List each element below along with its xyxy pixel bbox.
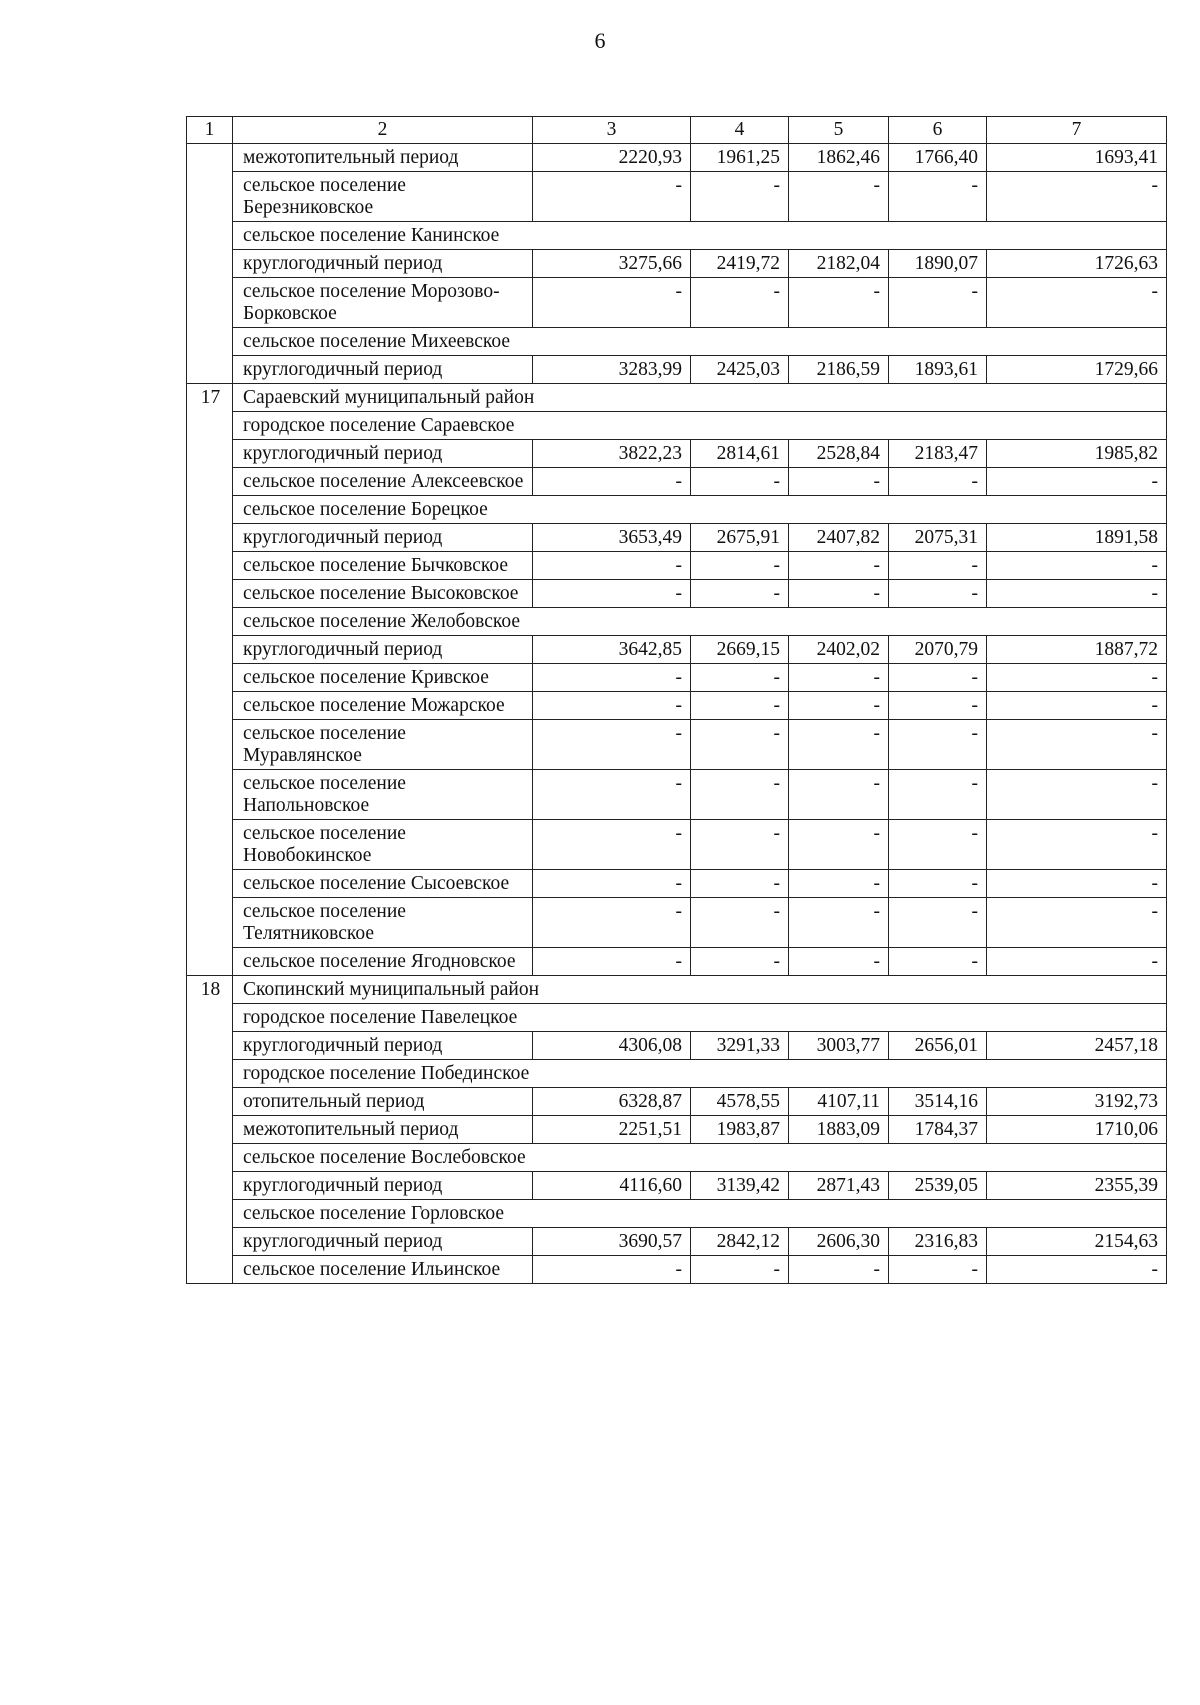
table-row bbox=[187, 948, 1167, 976]
value-cell: - bbox=[691, 770, 789, 820]
value-cell: - bbox=[987, 172, 1167, 222]
tariff-table bbox=[186, 116, 1167, 1284]
table-row bbox=[187, 636, 1167, 664]
row-label-cell: городское поселение Павелецкое bbox=[233, 1004, 1167, 1032]
value-cell: 2419,72 bbox=[691, 250, 789, 278]
value-cell: - bbox=[987, 664, 1167, 692]
value-cell: - bbox=[533, 468, 691, 496]
value-cell: 3003,77 bbox=[789, 1032, 889, 1060]
page-number: 6 bbox=[594, 28, 606, 53]
table-row bbox=[187, 1256, 1167, 1284]
value-cell: - bbox=[789, 552, 889, 580]
row-label-cell: круглогодичный период bbox=[233, 1172, 533, 1200]
value-cell: 2606,30 bbox=[789, 1228, 889, 1256]
column-header: 6 bbox=[889, 117, 987, 144]
value-cell: - bbox=[889, 720, 987, 770]
row-label-cell: межотопительный период bbox=[233, 1116, 533, 1144]
table-row bbox=[187, 144, 1167, 172]
table-row bbox=[187, 1172, 1167, 1200]
value-cell: - bbox=[691, 898, 789, 948]
row-label-cell: сельское поселение Вослебовское bbox=[233, 1144, 1167, 1172]
table-row bbox=[187, 1116, 1167, 1144]
value-cell: - bbox=[987, 278, 1167, 328]
value-cell: 1729,66 bbox=[987, 356, 1167, 384]
row-label-cell: сельское поселение Морозово-Борковское bbox=[233, 278, 533, 328]
value-cell: - bbox=[889, 948, 987, 976]
value-cell: - bbox=[533, 1256, 691, 1284]
row-label-cell: сельское поселение Бычковское bbox=[233, 552, 533, 580]
value-cell: - bbox=[533, 820, 691, 870]
value-cell: - bbox=[789, 948, 889, 976]
table-row bbox=[187, 278, 1167, 328]
value-cell: 2425,03 bbox=[691, 356, 789, 384]
value-cell: 2871,43 bbox=[789, 1172, 889, 1200]
value-cell: 2407,82 bbox=[789, 524, 889, 552]
value-cell: - bbox=[691, 468, 789, 496]
table-row bbox=[187, 250, 1167, 278]
table-row bbox=[187, 1144, 1167, 1172]
value-cell: - bbox=[889, 468, 987, 496]
value-cell: - bbox=[691, 664, 789, 692]
row-label-cell: круглогодичный период bbox=[233, 250, 533, 278]
value-cell: 3514,16 bbox=[889, 1088, 987, 1116]
table-row bbox=[187, 356, 1167, 384]
value-cell: - bbox=[889, 820, 987, 870]
value-cell: - bbox=[987, 580, 1167, 608]
row-label-cell: сельское поселение Сысоевское bbox=[233, 870, 533, 898]
value-cell: - bbox=[889, 870, 987, 898]
value-cell: - bbox=[987, 552, 1167, 580]
table-row bbox=[187, 468, 1167, 496]
row-label-cell: круглогодичный период bbox=[233, 1032, 533, 1060]
value-cell: - bbox=[789, 664, 889, 692]
value-cell: 3192,73 bbox=[987, 1088, 1167, 1116]
row-label-cell: Сараевский муниципальный район bbox=[233, 384, 1167, 412]
value-cell: 2316,83 bbox=[889, 1228, 987, 1256]
value-cell: 1726,63 bbox=[987, 250, 1167, 278]
value-cell: - bbox=[691, 552, 789, 580]
value-cell: 2814,61 bbox=[691, 440, 789, 468]
table-row bbox=[187, 692, 1167, 720]
value-cell: - bbox=[691, 172, 789, 222]
value-cell: 1893,61 bbox=[889, 356, 987, 384]
row-label-cell: сельское поселение Новобокинское bbox=[233, 820, 533, 870]
value-cell: 2070,79 bbox=[889, 636, 987, 664]
value-cell: - bbox=[533, 870, 691, 898]
row-number-cell bbox=[187, 144, 233, 384]
value-cell: 2528,84 bbox=[789, 440, 889, 468]
column-number-row bbox=[187, 117, 1167, 144]
row-label-cell: Скопинский муниципальный район bbox=[233, 976, 1167, 1004]
row-label-cell: сельское поселение Алексеевское bbox=[233, 468, 533, 496]
row-label-cell: круглогодичный период bbox=[233, 636, 533, 664]
row-label-cell: сельское поселение Березниковское bbox=[233, 172, 533, 222]
column-header: 1 bbox=[187, 117, 233, 144]
value-cell: - bbox=[691, 580, 789, 608]
table-row bbox=[187, 580, 1167, 608]
value-cell: - bbox=[691, 948, 789, 976]
value-cell: 2182,04 bbox=[789, 250, 889, 278]
row-label-cell: сельское поселение Телятниковское bbox=[233, 898, 533, 948]
table-row bbox=[187, 608, 1167, 636]
value-cell: - bbox=[533, 552, 691, 580]
row-label-cell: сельское поселение Ильинское bbox=[233, 1256, 533, 1284]
table-row bbox=[187, 496, 1167, 524]
value-cell: - bbox=[987, 692, 1167, 720]
row-label-cell: сельское поселение Канинское bbox=[233, 222, 1167, 250]
value-cell: 3690,57 bbox=[533, 1228, 691, 1256]
value-cell: - bbox=[533, 898, 691, 948]
table-row bbox=[187, 412, 1167, 440]
row-label-cell: сельское поселение Михеевское bbox=[233, 328, 1167, 356]
table-row bbox=[187, 770, 1167, 820]
value-cell: 3275,66 bbox=[533, 250, 691, 278]
row-label-cell: сельское поселение Напольновское bbox=[233, 770, 533, 820]
table-row bbox=[187, 820, 1167, 870]
value-cell: - bbox=[987, 770, 1167, 820]
value-cell: 1784,37 bbox=[889, 1116, 987, 1144]
value-cell: - bbox=[789, 580, 889, 608]
value-cell: 2355,39 bbox=[987, 1172, 1167, 1200]
value-cell: 2154,63 bbox=[987, 1228, 1167, 1256]
table-row bbox=[187, 664, 1167, 692]
value-cell: - bbox=[789, 898, 889, 948]
value-cell: 4107,11 bbox=[789, 1088, 889, 1116]
value-cell: - bbox=[789, 692, 889, 720]
table-row bbox=[187, 1228, 1167, 1256]
table-body bbox=[187, 144, 1167, 1284]
table-row bbox=[187, 328, 1167, 356]
value-cell: - bbox=[987, 898, 1167, 948]
value-cell: 2457,18 bbox=[987, 1032, 1167, 1060]
value-cell: 3283,99 bbox=[533, 356, 691, 384]
value-cell: - bbox=[889, 580, 987, 608]
table-row bbox=[187, 552, 1167, 580]
row-label-cell: сельское поселение Борецкое bbox=[233, 496, 1167, 524]
row-label-cell: сельское поселение Кривское bbox=[233, 664, 533, 692]
column-header: 2 bbox=[233, 117, 533, 144]
column-header: 5 bbox=[789, 117, 889, 144]
row-number-cell: 17 bbox=[187, 384, 233, 976]
value-cell: - bbox=[533, 580, 691, 608]
row-label-cell: круглогодичный период bbox=[233, 524, 533, 552]
value-cell: 2075,31 bbox=[889, 524, 987, 552]
row-label-cell: отопительный период bbox=[233, 1088, 533, 1116]
table-row bbox=[187, 720, 1167, 770]
value-cell: 2675,91 bbox=[691, 524, 789, 552]
row-label-cell: круглогодичный период bbox=[233, 440, 533, 468]
value-cell: 3822,23 bbox=[533, 440, 691, 468]
value-cell: - bbox=[987, 948, 1167, 976]
row-label-cell: межотопительный период bbox=[233, 144, 533, 172]
value-cell: 1983,87 bbox=[691, 1116, 789, 1144]
value-cell: - bbox=[987, 820, 1167, 870]
table-row bbox=[187, 172, 1167, 222]
table-row bbox=[187, 898, 1167, 948]
value-cell: - bbox=[789, 770, 889, 820]
table-row bbox=[187, 222, 1167, 250]
table-row bbox=[187, 976, 1167, 1004]
value-cell: 2251,51 bbox=[533, 1116, 691, 1144]
value-cell: - bbox=[533, 664, 691, 692]
value-cell: - bbox=[789, 468, 889, 496]
value-cell: 3642,85 bbox=[533, 636, 691, 664]
value-cell: - bbox=[691, 1256, 789, 1284]
value-cell: - bbox=[789, 172, 889, 222]
value-cell: - bbox=[691, 720, 789, 770]
table-row bbox=[187, 1032, 1167, 1060]
value-cell: 4116,60 bbox=[533, 1172, 691, 1200]
value-cell: - bbox=[533, 720, 691, 770]
value-cell: - bbox=[889, 664, 987, 692]
value-cell: - bbox=[533, 278, 691, 328]
value-cell: - bbox=[789, 820, 889, 870]
value-cell: - bbox=[533, 948, 691, 976]
value-cell: 2669,15 bbox=[691, 636, 789, 664]
row-label-cell: сельское поселение Муравлянское bbox=[233, 720, 533, 770]
value-cell: 1710,06 bbox=[987, 1116, 1167, 1144]
value-cell: - bbox=[889, 172, 987, 222]
value-cell: 2220,93 bbox=[533, 144, 691, 172]
value-cell: - bbox=[691, 820, 789, 870]
value-cell: - bbox=[789, 870, 889, 898]
value-cell: 1961,25 bbox=[691, 144, 789, 172]
value-cell: - bbox=[889, 1256, 987, 1284]
value-cell: - bbox=[987, 720, 1167, 770]
row-label-cell: сельское поселение Высоковское bbox=[233, 580, 533, 608]
table-row bbox=[187, 524, 1167, 552]
value-cell: - bbox=[533, 770, 691, 820]
value-cell: - bbox=[789, 1256, 889, 1284]
value-cell: - bbox=[691, 278, 789, 328]
value-cell: 2402,02 bbox=[789, 636, 889, 664]
table-row bbox=[187, 870, 1167, 898]
row-label-cell: городское поселение Сараевское bbox=[233, 412, 1167, 440]
value-cell: 1862,46 bbox=[789, 144, 889, 172]
column-header: 7 bbox=[987, 117, 1167, 144]
row-number-cell: 18 bbox=[187, 976, 233, 1284]
value-cell: - bbox=[691, 692, 789, 720]
row-label-cell: сельское поселение Ягодновское bbox=[233, 948, 533, 976]
value-cell: - bbox=[789, 720, 889, 770]
value-cell: 2656,01 bbox=[889, 1032, 987, 1060]
table-row bbox=[187, 1004, 1167, 1032]
table-row bbox=[187, 384, 1167, 412]
value-cell: 2539,05 bbox=[889, 1172, 987, 1200]
value-cell: 4578,55 bbox=[691, 1088, 789, 1116]
table-row bbox=[187, 1088, 1167, 1116]
column-header: 4 bbox=[691, 117, 789, 144]
value-cell: 1693,41 bbox=[987, 144, 1167, 172]
value-cell: 1890,07 bbox=[889, 250, 987, 278]
value-cell: 1883,09 bbox=[789, 1116, 889, 1144]
table-row bbox=[187, 1200, 1167, 1228]
row-label-cell: сельское поселение Можарское bbox=[233, 692, 533, 720]
value-cell: 3139,42 bbox=[691, 1172, 789, 1200]
value-cell: - bbox=[987, 1256, 1167, 1284]
value-cell: - bbox=[889, 278, 987, 328]
row-label-cell: круглогодичный период bbox=[233, 1228, 533, 1256]
value-cell: 2183,47 bbox=[889, 440, 987, 468]
value-cell: 1891,58 bbox=[987, 524, 1167, 552]
value-cell: 2186,59 bbox=[789, 356, 889, 384]
value-cell: - bbox=[691, 870, 789, 898]
value-cell: 3653,49 bbox=[533, 524, 691, 552]
value-cell: - bbox=[987, 870, 1167, 898]
table-row bbox=[187, 440, 1167, 468]
value-cell: - bbox=[889, 552, 987, 580]
value-cell: 1766,40 bbox=[889, 144, 987, 172]
value-cell: - bbox=[987, 468, 1167, 496]
row-label-cell: сельское поселение Желобовское bbox=[233, 608, 1167, 636]
value-cell: 2842,12 bbox=[691, 1228, 789, 1256]
value-cell: 1887,72 bbox=[987, 636, 1167, 664]
column-header: 3 bbox=[533, 117, 691, 144]
row-label-cell: городское поселение Побединское bbox=[233, 1060, 1167, 1088]
value-cell: - bbox=[789, 278, 889, 328]
value-cell: - bbox=[889, 692, 987, 720]
value-cell: 6328,87 bbox=[533, 1088, 691, 1116]
value-cell: - bbox=[889, 770, 987, 820]
value-cell: - bbox=[533, 692, 691, 720]
value-cell: 3291,33 bbox=[691, 1032, 789, 1060]
row-label-cell: сельское поселение Горловское bbox=[233, 1200, 1167, 1228]
value-cell: 1985,82 bbox=[987, 440, 1167, 468]
row-label-cell: круглогодичный период bbox=[233, 356, 533, 384]
value-cell: - bbox=[533, 172, 691, 222]
value-cell: 4306,08 bbox=[533, 1032, 691, 1060]
value-cell: - bbox=[889, 898, 987, 948]
table-row bbox=[187, 1060, 1167, 1088]
